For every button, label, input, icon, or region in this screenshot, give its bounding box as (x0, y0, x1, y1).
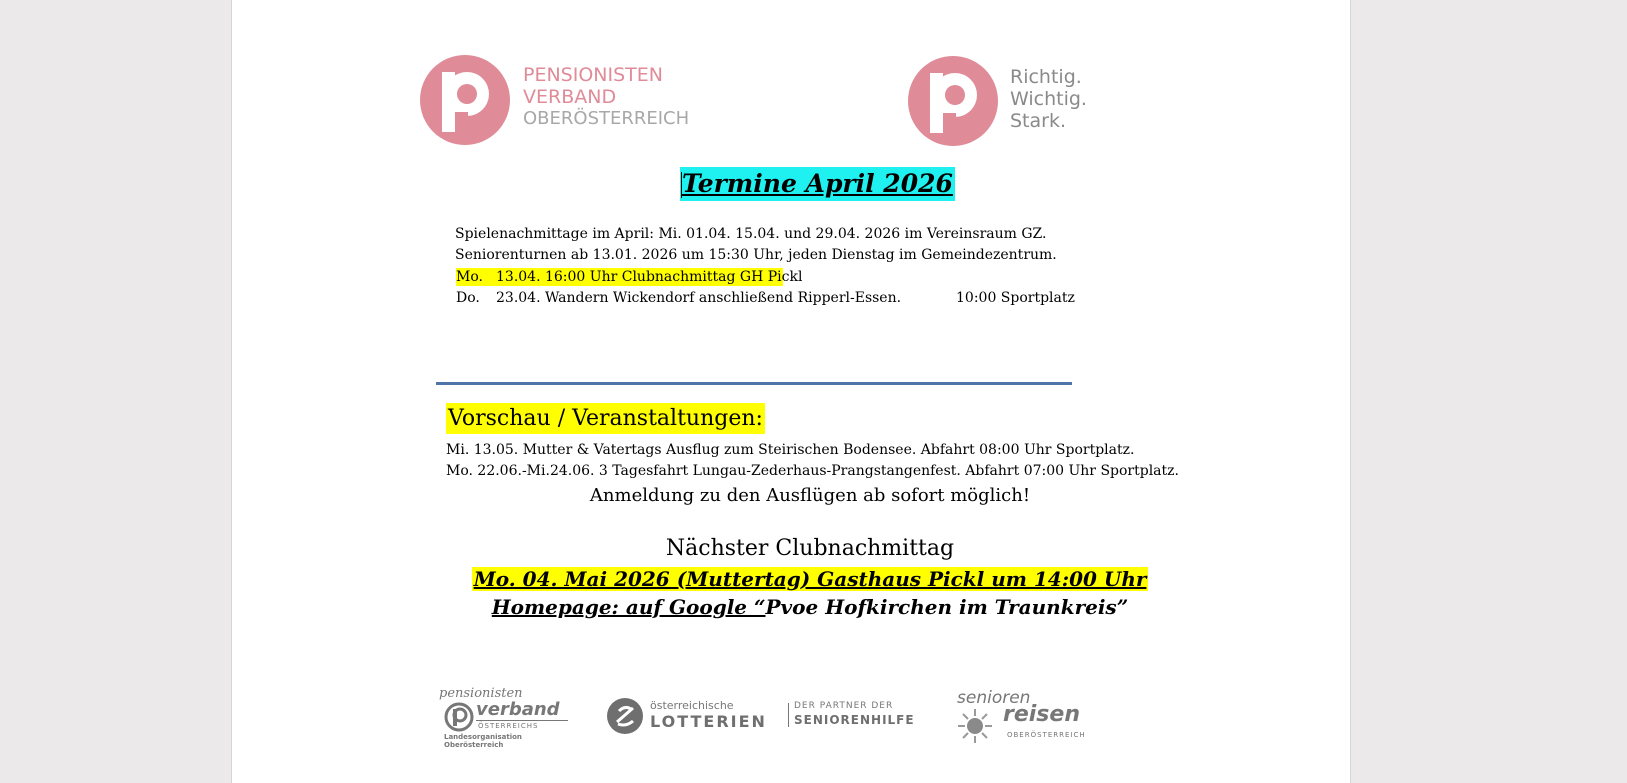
homepage-name: Pvoe Hofkirchen im Traunkreis” (765, 595, 1129, 619)
schedule-event-club (456, 268, 803, 286)
text-cursor (681, 172, 682, 198)
event-time: 10:00 Sportplatz (956, 290, 1075, 306)
sun-icon (957, 708, 993, 744)
lotterien-main-text: LOTTERIEN (650, 712, 767, 731)
homepage-prefix: Homepage: auf Google “ (491, 595, 766, 619)
lotterien-top-text: österreichische (650, 699, 734, 712)
reisen-main-text: reisen (1003, 702, 1080, 727)
event-text: 23.04. Wandern Wickendorf anschließend Ripperl-Essen. (496, 290, 902, 306)
p-badge-icon (444, 702, 474, 732)
section-divider (436, 382, 1072, 385)
reisen-sub-text: OBERÖSTERREICH (1007, 731, 1086, 739)
logo-line-2: VERBAND (523, 85, 617, 108)
logo-caption: Landesorganisation Oberösterreich (444, 733, 522, 749)
logo-line-1: PENSIONISTEN (523, 64, 663, 86)
senioren-reisen-footer-logo (955, 688, 1105, 746)
lotterien-clover-icon (606, 697, 644, 735)
registration-note: Anmeldung zu den Ausflügen ab sofort möglich! (589, 485, 1031, 506)
next-club-heading: Nächster Clubnachmittag (665, 536, 955, 561)
pvoe-p-logo-icon (907, 55, 999, 147)
logo-sub-text: ÖSTERREICHS (478, 722, 539, 730)
schedule-line-gym: Seniorenturnen ab 13.01. 2026 um 15:30 Uhr, jeden Dienstag im Gemeindezentrum. (455, 247, 1057, 263)
preview-item-2: Mo. 22.06.-Mi.24.06. 3 Tagesfahrt Lungau-Zederhaus-Prangstangenfest. Abfahrt 07:00 Uhr Sportplatz. (446, 463, 1179, 479)
logo-top-text: pensionisten (439, 686, 523, 701)
left-logo-text (523, 65, 689, 129)
lotterien-separator (788, 703, 789, 727)
partner-main-text: SENIORENHILFE (794, 713, 915, 727)
page-title[interactable]: Termine April 2026 (680, 167, 955, 201)
slogan-line-2: Wichtig. (1010, 87, 1087, 110)
slogan-header-logo (907, 55, 1107, 147)
next-club-date: Mo. 04. Mai 2026 (Muttertag) Gasthaus Pickl um 14:00 Uhr (473, 567, 1147, 591)
next-club-date-row (251, 565, 1369, 593)
lotterien-footer-logo (606, 695, 915, 735)
logo-line-3: OBERÖSTERREICH (523, 107, 690, 129)
event-text: 13.04. 16:00 Uhr Clubnachmittag GH Pickl (496, 269, 803, 285)
logo-main-text: verband (476, 699, 560, 720)
pensionisten-verband-footer-logo (428, 686, 576, 749)
schedule-event-hike (456, 289, 1306, 307)
event-day: Mo. (456, 269, 483, 285)
event-day: Do. (456, 290, 480, 306)
partner-top-text: DER PARTNER DER (794, 701, 894, 711)
schedule-line-games: Spielenachmittage im April: Mi. 01.04. 15.04. und 29.04. 2026 im Vereinsraum GZ. (455, 226, 1047, 242)
preview-item-1: Mi. 13.05. Mutter & Vatertags Ausflug zum Steirischen Bodensee. Abfahrt 08:00 Uhr Sportplatz. (446, 442, 1135, 458)
preview-heading: Vorschau / Veranstaltungen: (446, 403, 765, 434)
homepage-line (251, 593, 1369, 621)
logo-rule (476, 720, 568, 721)
right-logo-text (1010, 67, 1087, 133)
slogan-line-3: Stark. (1010, 109, 1067, 132)
pvoe-p-logo-icon (419, 54, 511, 146)
document-page (231, 0, 1351, 783)
reisen-top-text: senioren (957, 688, 1031, 708)
pensionisten-verband-header-logo (419, 54, 719, 148)
slogan-line-1: Richtig. (1010, 66, 1082, 88)
